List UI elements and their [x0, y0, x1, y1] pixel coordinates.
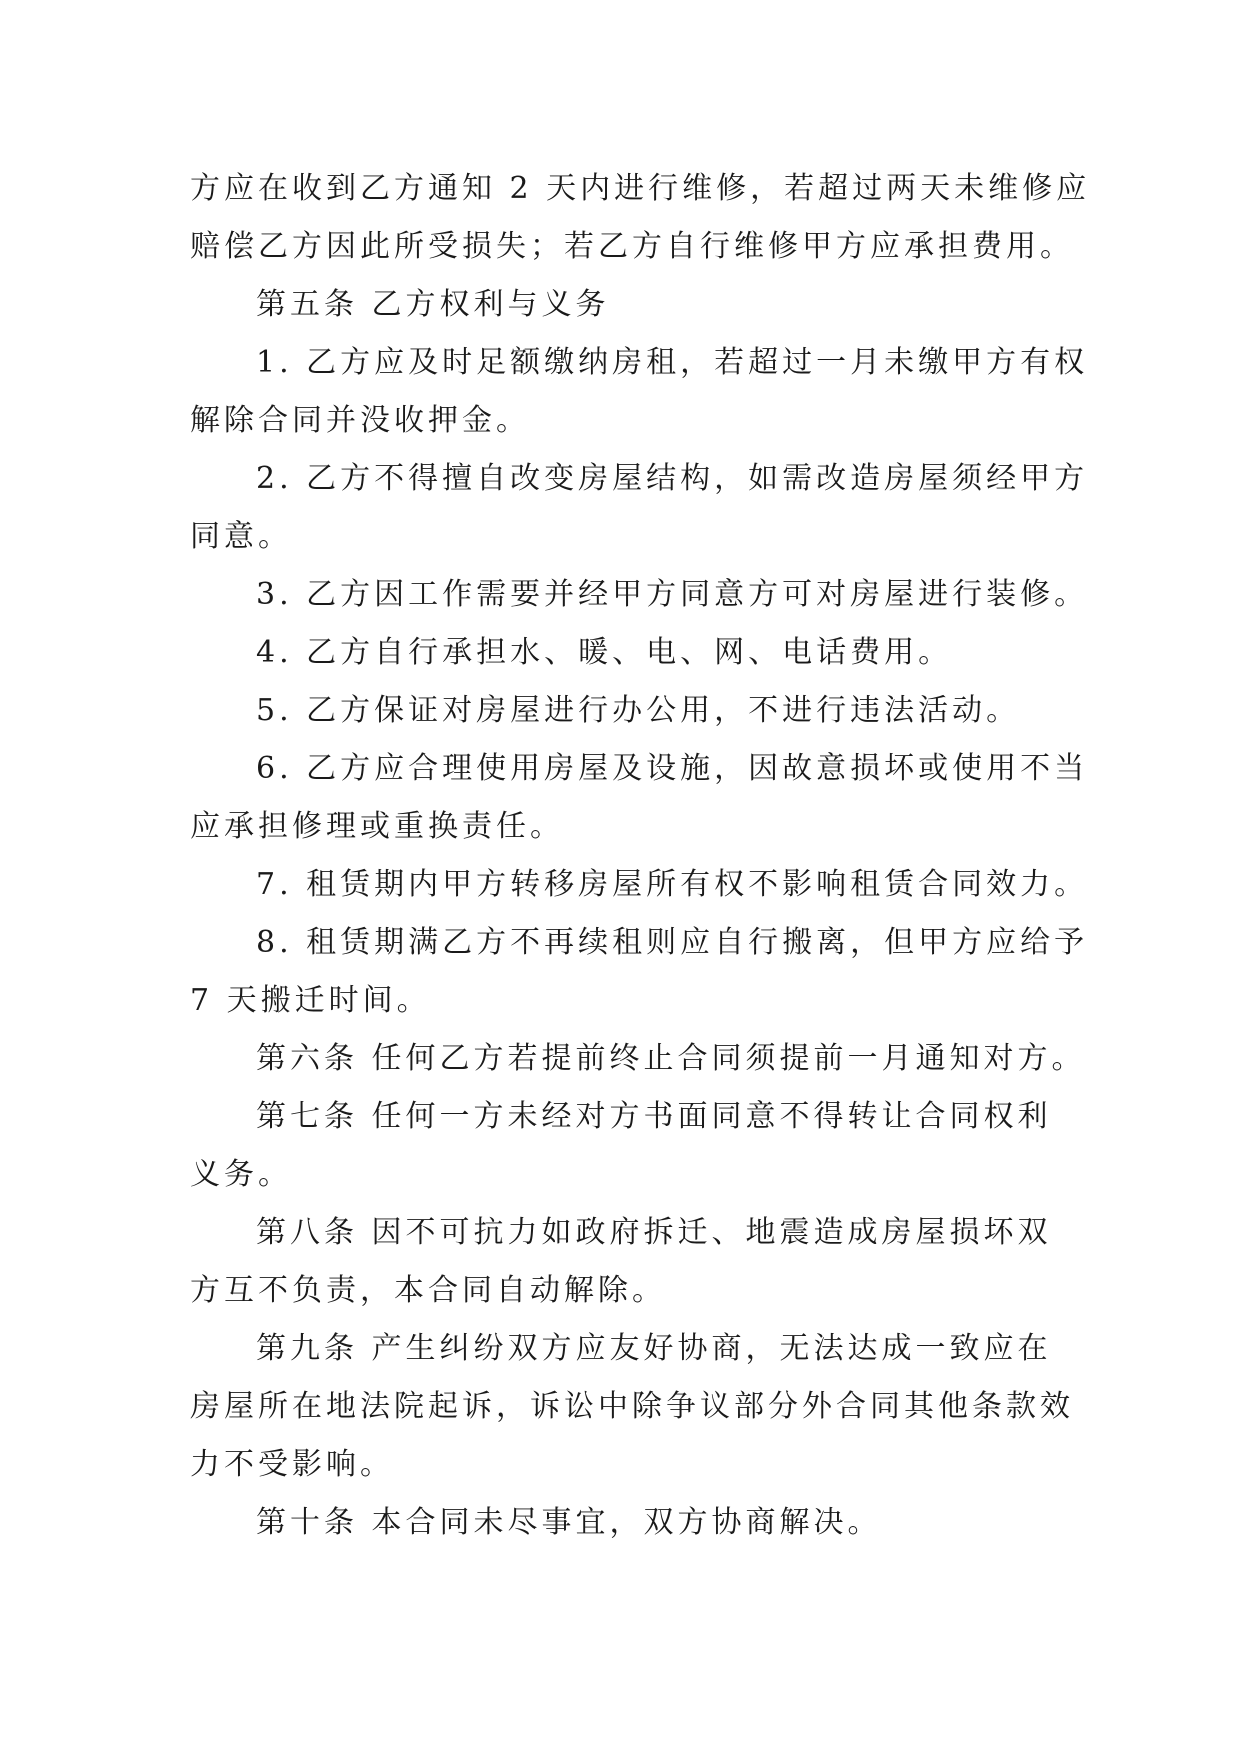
text-line: 方互不负责，本合同自动解除。 [190, 1273, 666, 1308]
text-line: 赔偿乙方因此所受损失；若乙方自行维修甲方应承担费用。 [190, 229, 1074, 264]
article-10: 第十条 本合同未尽事宜，双方协商解决。 [256, 1505, 882, 1540]
text-line: 房屋所在地法院起诉，诉讼中除争议部分外合同其他条款效 [190, 1389, 1074, 1424]
text-line: 2. 乙方不得擅自改变房屋结构，如需改造房屋须经甲方 [256, 461, 1089, 496]
text-line: 5. 乙方保证对房屋进行办公用，不进行违法活动。 [256, 693, 1021, 728]
text-line: 4. 乙方自行承担水、暖、电、网、电话费用。 [256, 635, 953, 670]
text-line: 义务。 [190, 1157, 292, 1192]
article-8: 第八条 因不可抗力如政府拆迁、地震造成房屋损坏双 [256, 1215, 1052, 1250]
text-line: 3. 乙方因工作需要并经甲方同意方可对房屋进行装修。 [256, 577, 1089, 612]
text-line: 1. 乙方应及时足额缴纳房租，若超过一月未缴甲方有权 [256, 345, 1089, 380]
article-6: 第六条 任何乙方若提前终止合同须提前一月通知对方。 [256, 1041, 1086, 1076]
text-line: 6. 乙方应合理使用房屋及设施，因故意损坏或使用不当 [256, 751, 1089, 786]
text-line: 7 天搬迁时间。 [190, 983, 431, 1018]
text-line: 应承担修理或重换责任。 [190, 809, 564, 844]
text-line: 8. 租赁期满乙方不再续租则应自行搬离，但甲方应给予 [256, 925, 1089, 960]
text-line: 解除合同并没收押金。 [190, 403, 530, 438]
text-line: 方应在收到乙方通知 2 天内进行维修，若超过两天未维修应 [190, 171, 1091, 206]
contract-body [190, 160, 1091, 1552]
text-line: 同意。 [190, 519, 292, 554]
text-line: 7. 租赁期内甲方转移房屋所有权不影响租赁合同效力。 [256, 867, 1089, 902]
text-line: 力不受影响。 [190, 1447, 394, 1482]
article-7: 第七条 任何一方未经对方书面同意不得转让合同权利 [256, 1099, 1052, 1134]
article-9: 第九条 产生纠纷双方应友好协商，无法达成一致应在 [256, 1331, 1052, 1366]
article-5-heading: 第五条 乙方权利与义务 [256, 287, 610, 322]
